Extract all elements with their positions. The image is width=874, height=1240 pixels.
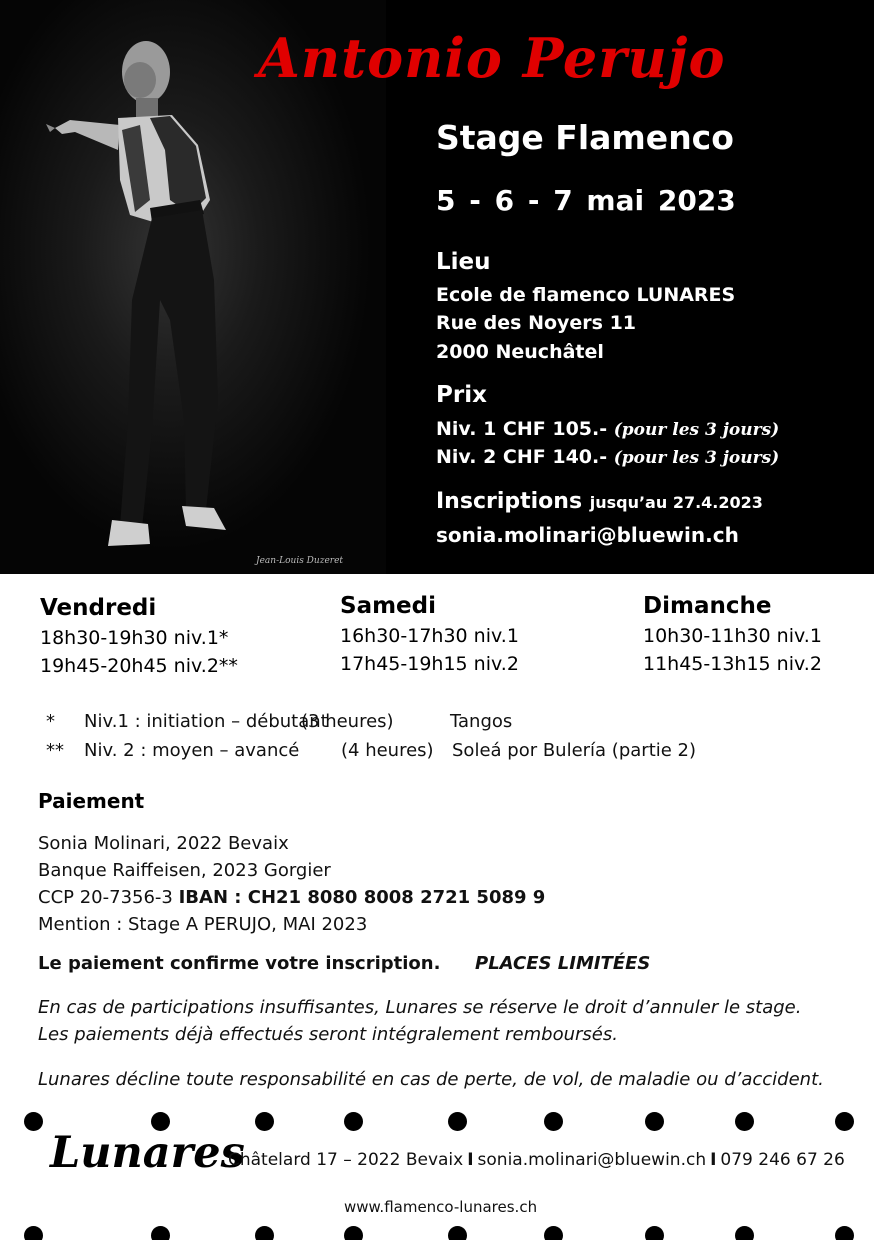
dots-row-bottom [0,1226,874,1240]
cancel-note-1: En cas de participations insuffisantes, Lunares se réserve le droit d’annuler le stage. [38,997,802,1018]
inscriptions-email[interactable]: sonia.molinari@bluewin.ch [436,523,739,547]
day-slot: 10h30-11h30 niv.1 [643,625,822,647]
paiement-account [38,887,545,908]
paiement-ccp: CCP 20-7356-3 [38,887,173,908]
inscriptions-deadline: jusqu’au 27.4.2023 [589,493,763,512]
day-title: Vendredi [40,595,157,621]
footer-phone: 079 246 67 26 [720,1150,845,1170]
dot [344,1112,363,1131]
schedule-dimanche [643,593,822,675]
day-title: Samedi [340,593,436,619]
dot [544,1226,563,1240]
dot [835,1226,854,1240]
paiement-title: Paiement [38,789,145,813]
prix-niv2 [436,446,779,468]
dot [24,1112,43,1131]
dot [735,1226,754,1240]
dot [344,1226,363,1240]
dot [151,1226,170,1240]
footer-website[interactable]: www.flamenco-lunares.ch [344,1198,538,1216]
footer-email[interactable]: sonia.molinari@bluewin.ch [477,1150,707,1170]
places-limitees: PLACES LIMITÉES [475,953,651,974]
dot [448,1226,467,1240]
level-hours: (4 heures) [341,740,434,761]
footer-contact [228,1150,845,1170]
cancel-note-2: Les paiements déjà effectués seront intégralement remboursés. [38,1024,618,1045]
level-hours: (3 heures) [301,711,394,732]
paiement-bank: Banque Raiffeisen, 2023 Gorgier [38,860,331,881]
dot [645,1112,664,1131]
level-2-note [46,740,846,764]
lunares-logo: Lunares [50,1128,245,1178]
stage-dates: 5 - 6 - 7 mai 2023 [436,184,736,217]
level-desc: Niv. 2 : moyen – avancé [84,740,300,761]
paiement-confirm: Le paiement confirme votre inscription. [38,953,441,974]
dot [255,1226,274,1240]
day-title: Dimanche [643,593,772,619]
level-desc: Niv.1 : initiation – débutant [84,711,328,732]
lieu-school: Ecole de flamenco LUNARES [436,284,736,306]
level-1-note [46,711,846,735]
schedule-samedi [340,593,519,675]
footer-separator: I [467,1150,474,1170]
dot [448,1112,467,1131]
dot [835,1112,854,1131]
day-slot: 17h45-19h15 niv.2 [340,653,519,675]
stage-title: Stage Flamenco [436,118,734,157]
inscriptions-label [436,489,763,514]
paiement-beneficiary: Sonia Molinari, 2022 Bevaix [38,833,289,854]
liability-note: Lunares décline toute responsabilité en cas de perte, de vol, de maladie ou d’accident. [38,1069,824,1090]
prix-niv1 [436,418,779,440]
artist-name: Antonio Perujo [258,26,726,90]
lieu-label: Lieu [436,249,491,275]
schedule-vendredi [40,595,238,677]
prix-niv1-amount: Niv. 1 CHF 105.- [436,418,608,440]
level-style: Soleá por Bulería (partie 2) [452,740,697,761]
footer-address: Châtelard 17 – 2022 Bevaix [228,1150,464,1170]
dot [645,1226,664,1240]
dot [24,1226,43,1240]
day-slot: 19h45-20h45 niv.2** [40,655,238,677]
prix-niv1-note: (pour les 3 jours) [613,420,780,440]
lieu-city: 2000 Neuchâtel [436,341,604,363]
level-marker: ** [46,740,64,761]
photo-credit: Jean-Louis Duzeret [256,556,344,566]
inscriptions-title: Inscriptions [436,489,583,514]
footer-separator: I [710,1150,717,1170]
level-marker: * [46,711,55,732]
lieu-street: Rue des Noyers 11 [436,312,637,334]
prix-label: Prix [436,382,487,408]
level-style: Tangos [450,711,513,732]
prix-niv2-note: (pour les 3 jours) [613,448,780,468]
header-banner [0,0,874,574]
day-slot: 11h45-13h15 niv.2 [643,653,822,675]
dot [544,1112,563,1131]
dot [255,1112,274,1131]
paiement-mention: Mention : Stage A PERUJO, MAI 2023 [38,914,368,935]
dot [735,1112,754,1131]
paiement-iban: IBAN : CH21 8080 8008 2721 5089 9 [178,887,546,908]
day-slot: 18h30-19h30 niv.1* [40,627,229,649]
day-slot: 16h30-17h30 niv.1 [340,625,519,647]
prix-niv2-amount: Niv. 2 CHF 140.- [436,446,608,468]
